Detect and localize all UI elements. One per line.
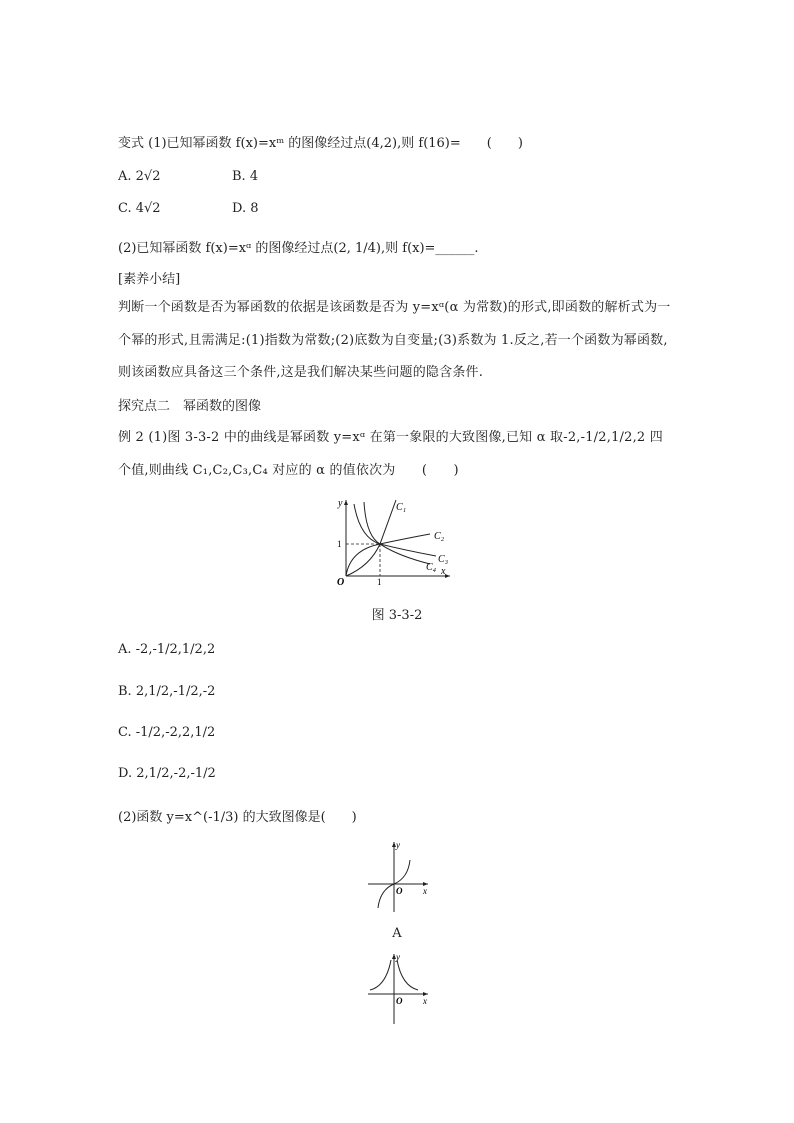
y-axis-label: y (338, 498, 343, 509)
variant-option-b: B. 4 (232, 169, 259, 184)
example-question-2: (2)函数 y=x^(-1/3) 的大致图像是( ) (118, 810, 357, 825)
graph-b-curve-left (370, 960, 391, 990)
example-option-b: B. 2,1/2,-1/2,-2 (118, 684, 216, 699)
curve-label-c2: C₂ (434, 531, 445, 542)
x-axis-label: x (441, 566, 446, 577)
example-option-d: D. 2,1/2,-2,-1/2 (118, 766, 216, 781)
section-heading: 探究点二 幂函数的图像 (118, 399, 262, 414)
x-axis-arrow (445, 574, 450, 578)
power-function-curves-figure (334, 494, 460, 586)
graph-a-origin-label: O (396, 886, 403, 896)
graph-option-b (366, 950, 432, 1026)
variant-question-2: (2)已知幂函数 f(x)=xᵅ 的图像经过点(2, 1/4),则 f(x)=______. (118, 241, 479, 256)
curve-label-c4: C₄ (426, 562, 437, 573)
origin-label: O (337, 577, 345, 586)
example-option-a: A. -2,-1/2,1/2,2 (118, 642, 216, 657)
variant-option-a: A. 2√2 (118, 169, 161, 184)
variant-option-c: C. 4√2 (118, 201, 161, 216)
curve-c1 (346, 500, 396, 576)
graph-b-y-label: y (396, 952, 400, 962)
example-option-c: C. -1/2,-2,2,1/2 (118, 725, 216, 740)
variant-question-1: 变式 (1)已知幂函数 f(x)=xᵐ 的图像经过点(4,2),则 f(16)= ( ) (118, 136, 523, 151)
graph-b-curve-right (397, 960, 418, 990)
tick-label-y-1: 1 (337, 539, 342, 549)
curve-label-c3: C₃ (438, 554, 449, 565)
figure-caption: 图 3-3-2 (371, 608, 423, 623)
graph-option-a (366, 838, 432, 914)
summary-body: 判断一个函数是否为幂函数的依据是该函数是否为 y=xᵅ(α 为常数)的形式,即函数的解析式为一个幂的形式,且需满足:(1)指数为常数;(2)底数为自变量;(3)系数为 1.反之,若一个函数为幂函数,则该函数应具备这三个条件,这是我们解决某些问题的隐含条件. (118, 300, 671, 380)
curve-label-c1: C₁ (396, 502, 407, 513)
graph-b-x-label: x (423, 996, 427, 1006)
graph-b-origin-label: O (396, 996, 403, 1006)
graph-a-y-label: y (396, 840, 400, 850)
example-question-1: 例 2 (1)图 3-3-2 中的曲线是幂函数 y=xᵅ 在第一象限的大致图像,已知 α 取-2,-1/2,1/2,2 四个值,则曲线 C₁,C₂,C₃,C₄ 对应的 α 的值依次为 ( ) (118, 430, 663, 478)
variant-option-d: D. 8 (232, 201, 259, 216)
y-axis-arrow (344, 500, 348, 505)
summary-heading: [素养小结] (118, 272, 181, 287)
tick-label-x-1: 1 (377, 577, 382, 586)
graph-a-label: A (392, 926, 402, 941)
graph-a-x-label: x (423, 886, 427, 896)
